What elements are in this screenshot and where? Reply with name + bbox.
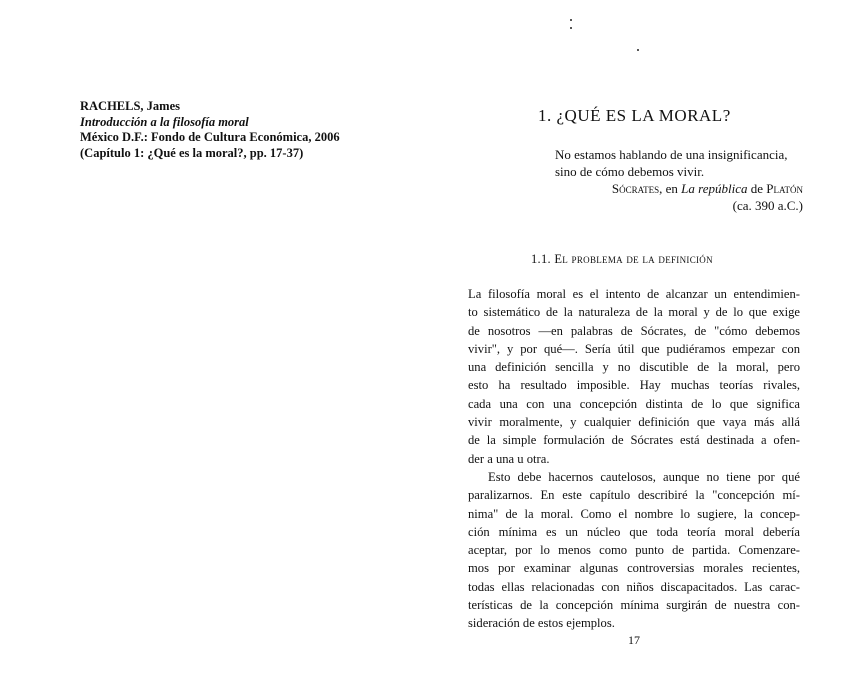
citation-chapter-ref: (Capítulo 1: ¿Qué es la moral?, pp. 17-37) <box>80 145 304 160</box>
epigraph-line-2: sino de cómo debemos vivir. <box>555 164 705 179</box>
paragraph-line: de la simple formulación de Sócrates está destinada a ofen- <box>468 433 800 448</box>
paragraph-line: der a una u otra. <box>468 451 550 466</box>
chapter-title: 1. ¿QUÉ ES LA MORAL? <box>538 106 731 125</box>
citation-block <box>80 99 420 161</box>
epigraph-plato: Platón <box>766 181 803 196</box>
paragraph-line: paralizarnos. En este capítulo describiré la "concepción mí- <box>468 488 800 503</box>
paragraph-line: aceptar, por lo menos como punto de partida. Comenzare- <box>468 543 800 558</box>
page-number: 17 <box>628 633 640 647</box>
epigraph-connector-de: de <box>747 181 767 196</box>
scan-speck <box>637 49 639 51</box>
citation-author: RACHELS, James <box>80 99 181 113</box>
paragraph-line: to sistemático de la naturaleza de la moral y de lo que exige <box>468 305 800 320</box>
epigraph-attribution <box>555 180 803 197</box>
paragraph-line: mos por examinar algunas controversias morales recientes, <box>468 561 800 576</box>
epigraph-line-1: No estamos hablando de una insignificancia, <box>555 147 788 162</box>
section-title: 1.1. El problema de la definición <box>531 252 713 266</box>
paragraph-line: Esto debe hacernos cautelosos, aunque no tiene por qué <box>488 469 800 484</box>
body-text <box>468 285 800 633</box>
paragraph-line: vivir moralmente, y cualquier definición que vaya más allá <box>468 415 800 430</box>
epigraph-author: Sócrates <box>611 181 660 196</box>
epigraph <box>555 146 803 214</box>
epigraph-connector-en: , en <box>659 181 682 196</box>
paragraph-line: todas ellas relacionadas con niños discapacitados. Las carac- <box>468 579 800 594</box>
citation-book-title: Introducción a la filosofía moral <box>80 114 249 129</box>
paragraph-line: terísticas de la concepción mínima surgirán de nuestra con- <box>468 598 800 613</box>
paragraph-line: una definición sencilla y no discutible de la moral, pero <box>468 360 800 375</box>
paragraph-line: cada una con una concepción distinta de lo que significa <box>468 396 800 411</box>
paragraph-line: La filosofía moral es el intento de alcanzar un entendimien- <box>468 287 800 301</box>
citation-publisher: México D.F.: Fondo de Cultura Económica, 2006 <box>80 130 340 144</box>
paragraph-line: sideración de estos ejemplos. <box>468 616 615 631</box>
paragraph-line: esto ha resultado imposible. Hay muchas teorías rivales, <box>468 378 800 393</box>
scan-speck <box>570 19 572 21</box>
paragraph-line: nima" de la moral. Como el nombre lo sugiere, la concep- <box>468 506 800 521</box>
paragraph-line: vivir", y por qué—. Sería útil que pudiéramos empezar con <box>468 341 800 356</box>
epigraph-work: La república <box>681 181 748 196</box>
paragraph-line: ción mínima es un núcleo que toda teoría moral debería <box>468 524 800 539</box>
epigraph-date: (ca. 390 a.C.) <box>732 198 803 213</box>
scan-speck <box>570 27 572 29</box>
paragraph-line: de nosotros —en palabras de Sócrates, de "cómo debemos <box>468 323 800 338</box>
